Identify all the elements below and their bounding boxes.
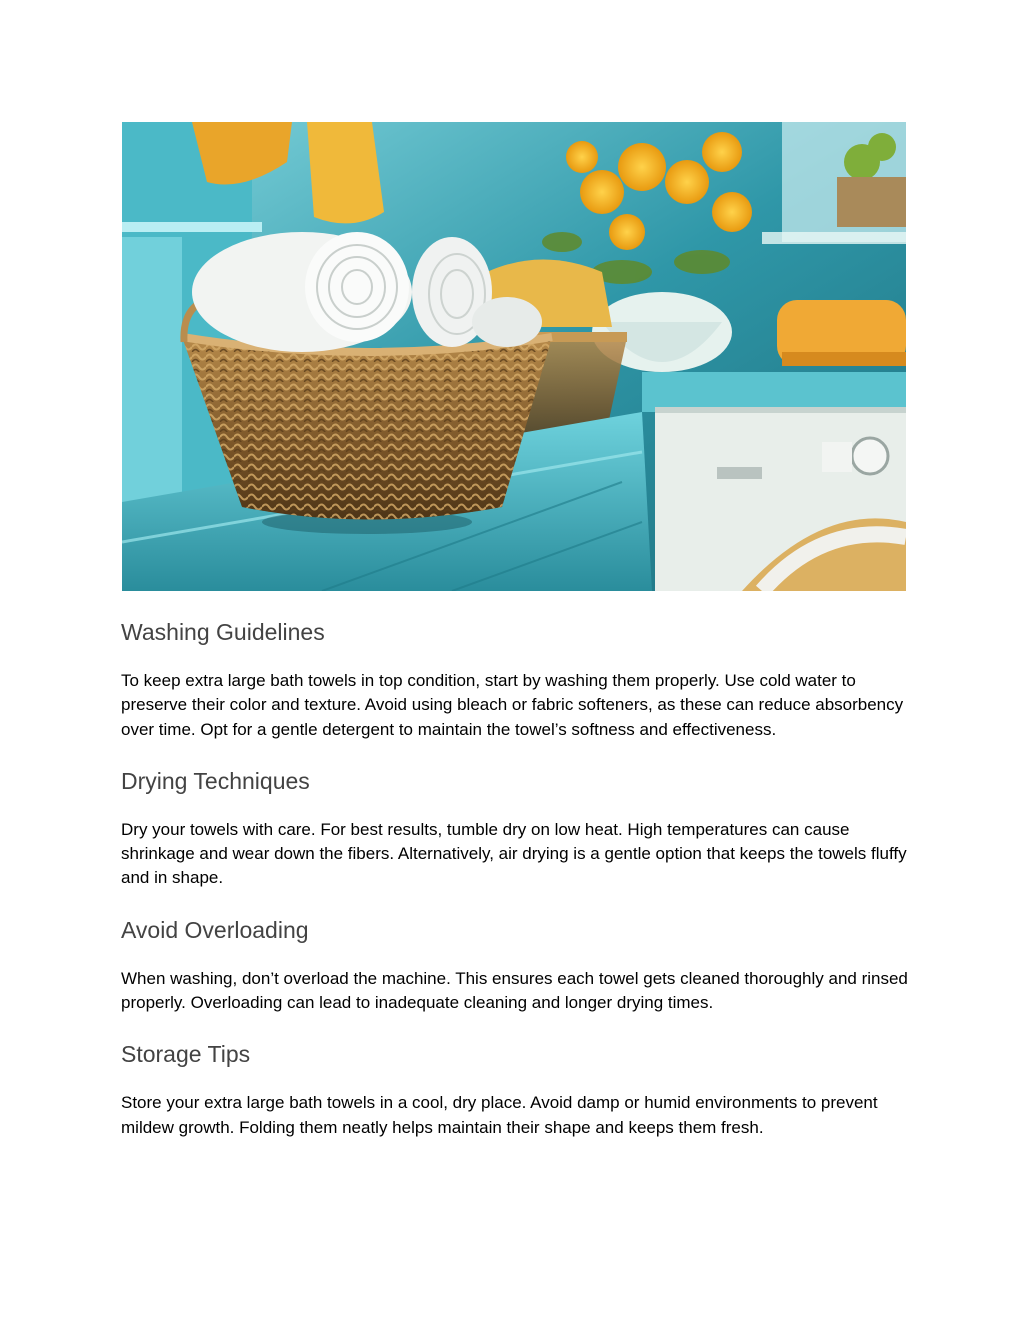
section-body: When washing, don’t overload the machine. This ensures each towel gets cleaned thoroughly and rinsed properly. Overloading can lead to inadequate cleaning and longer drying times.	[121, 968, 908, 1013]
section-heading: Storage Tips	[121, 1041, 251, 1068]
section-heading: Drying Techniques	[121, 767, 310, 794]
section-body: To keep extra large bath towels in top condition, start by washing them properly. Use cold water to preserve their color and texture. Avoid using bleach or fabric softeners, as these can reduce absorbency over time. Opt for a gentle detergent to maintain the towel’s softness and effectiveness.	[121, 671, 904, 739]
section-storage-tips	[121, 1037, 911, 1140]
section-body: Dry your towels with care. For best results, tumble dry on low heat. High temperatures can cause shrinkage and wear down the fibers. Alternatively, air drying is a gentle option that keeps the towels fluffy and in shape.	[121, 819, 907, 888]
section-avoid-overloading	[121, 913, 911, 1016]
section-heading: Avoid Overloading	[121, 916, 309, 943]
section-washing-guidelines	[121, 615, 911, 742]
section-body: Store your extra large bath towels in a cool, dry place. Avoid damp or humid environments to prevent mildew growth. Folding them neatly helps maintain their shape and keeps them fresh.	[121, 1093, 878, 1137]
section-heading: Washing Guidelines	[121, 619, 325, 645]
section-drying-techniques	[121, 764, 911, 891]
article-body	[121, 615, 911, 1140]
laundry-towel-basket-photo	[122, 122, 906, 591]
